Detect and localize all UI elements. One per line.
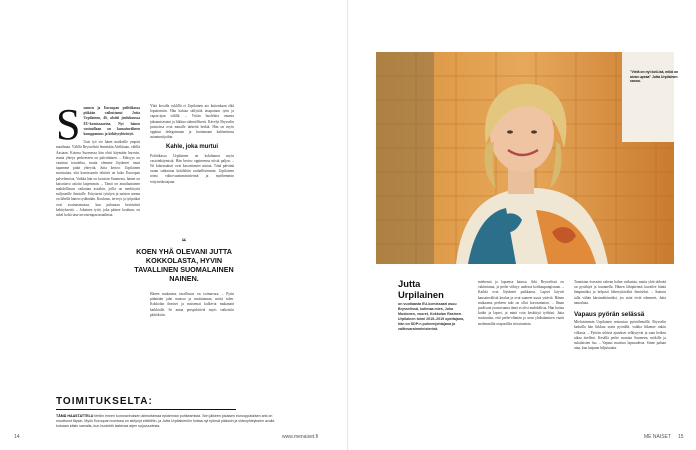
pull-quote <box>128 238 240 283</box>
subject-name: Jutta Urpilainen <box>398 278 444 300</box>
article-column-3 <box>478 280 564 430</box>
article-body-4b: Mieluisimmin Urpilainen rentoutuu pyöräilemällä. Brysselin kaduilla hän liikkuu usein pyörällä, vaikka liikenne onkin vilkasta. – Pyörän selässä ajatukset selkiytyvät ja saan hetken aikaa itselleni. Kesällä perhe suuntaa Suomeen, mökille ja sukulaisten luo. – Vapaus muistuu lapsuudesta. Sinne palaan aina, kun kaipaan hiljaisuutta. <box>574 320 666 351</box>
article-body-3: miehensä ja lapsensa kanssa. Arki Brysselissä on vakiintunut, ja perhe viihtyy uudessa kotikaupungissaan. – Kaikki ovat löytäneet paikkansa. Lapset käyvät kansainvälistä koulua ja ovat saaneet uusia ystäviä. Hänen mukaansa perheen tuki on ollut korvaamaton. – Ilman puolisoni joustavuutta tämä ei olisi mahdollista. Hän hoitaa kodin ja lapset, ja minä voin keskittyä työhöni. Jutta muistuttaa, että perhe-elämän ja uran yhdistäminen vaatii molemmilta osapuolilta sitoutumista. <box>478 280 564 326</box>
page-number-right: 15 <box>678 434 684 440</box>
section-subhead-right: Vapaus pyörän selässä <box>574 311 645 319</box>
subject-bio: on vuotiaasta EU-komissaari asuu Brysselissä, kotimaa mies, Juha Mustonen, vuoret, Kokkolan Rasinen. Urpilainen toimi 2015–2019 opettajana, hän on SDP:n puheenjohtajana ja valtiovarainministerinä. <box>398 302 465 331</box>
sidebar-note <box>56 414 276 429</box>
sidebar-lead: TÄMÄ HAASTATTELU <box>56 414 94 418</box>
article-body-2a: Yhtä kovalla syklillä ei Urpilainen aio kuitenkaan elää loputtomiin. Hän haluaa säilyttää tasapainon työn ja vapaa-ajan välillä. – Yritän huolehtia omasta jaksamisestani ja liikkua säännöllisesti. Kävelyt Brysselin puistoissa ovat minulle tärkeitä hetkiä. Hän on myös oppinut delegoimaan ja luottamaan kabinettinsa asiantuntijoihin. <box>150 104 234 140</box>
brand-footer: ME NAISET <box>644 434 671 440</box>
drop-cap: S <box>56 106 81 149</box>
website-footer: www.menaiset.fi <box>282 434 319 440</box>
article-body-2c: Hänen mukaansa tavallisuus on voimavara. – Pyrin pitämään jalat maassa ja muistamaan, mistä tulen. Kokkolan ihmiset ja maisemat kulkevat mukanani kaikkialle. Se antaa perspektiiviä myös vaikeisiin päätöksiin. <box>150 292 234 317</box>
article-body-1: Uusi työ vie hänet matkoille ympäri maailmaa. Välillä Brysselistä lennetään Afrikkaan, välillä Aasiaan. Kotona Suomessa hän ehtii käymään harvoin, mutta yhteys perheeseen on päivittäinen. – Etäisyys on vaatinut totuttelua, mutta olemme löytäneet omat tapamme pitää yhteyttä, Jutta kertoo. Urpilainen muistuttaa, että komissaarin tehtävä on koko Euroopan palvelemista. Vaikka hän on kotoisin Suomesta, hänen on katsottava asioita laajemmin. – Tämä on ainutlaatuinen mahdollisuus vaikuttaa asioihin, joilla on merkitystä miljoonille ihmisille. Erityisesti tyttöjen ja naisten asema on lähellä hänen sydäntään. Koulutus, terveys ja työpaikat ovat avainasemassa, kun puhutaan kestävästä kehityksestä. – Jokainen tyttö, joka pääsee kouluun, on askel kohti tasa-arvoisempaa maailmaa. <box>56 140 140 218</box>
article-column-2-top <box>150 104 234 224</box>
section-subhead: Kahle, joka murtui <box>165 144 218 151</box>
article-column-2-bottom <box>150 292 234 388</box>
portrait-photo <box>376 52 674 264</box>
pull-quote-text: KOEN YHÄ OLEVANI JUTTA KOKKOLASTA, HYVIN TAVALLINEN SUOMALAINEN NAINEN. <box>134 247 234 283</box>
portrait-illustration <box>376 52 674 264</box>
sidebar-body: tehtiin ennen koronaviruksen aiheuttamaa epidemian puhkeamista. Sen jälkeen jokaisen eurooppalaisen arki on muuttunut täysin. Myös Euroopan komissa on siirtynyt etätöihin, ja Jutta Urpilainenkin hoitaa nyt työnsä pääosin ja videoyhteyksien avulla kotoaan käsin samalla, kun huolehtii lastensa arjen sujuvuudesta. <box>56 414 275 428</box>
sidebar-heading: TOIMITUKSELTA: <box>56 396 236 410</box>
photo-caption <box>630 70 680 84</box>
article-column-4 <box>574 280 666 430</box>
article-body-4a: Tunnistan itsessäni vahvan halun vaikuttaa, mutta yhtä tärkeää on pysähtyä ja kuunnella. Hänen lähipiirinsä kuvailee häntä lämpimäksi ja helposti lähestyttäväksi ihmiseksi. – Saatoin tulla vähän kärsimättömäksi, jos asiat eivät edenneet, Jutta naurahtaa. <box>574 280 666 305</box>
photo-caption-quote: "Vielä on nyt koti-isä, mikä on aivan upeaa" <box>630 70 679 79</box>
article-body-2b: Politiikassa Urpilainen on kohdannut myös vastoinkäymisiä. Hän kertoo oppineensa niistä paljon. – Ne kokemukset ovat kasvattaneet minua. Tänä päivänä osaan suhtautua kritiikkiin rauhallisemmin. Urpilainen toimi valtiovarainministerinä ja myöhemmin erityisedustajana. <box>150 153 234 184</box>
article-intro: uomen ja Euroopan politiikassa pitkään vaikuttanut Jutta Urpilainen, 46, aloitti joulukuussa EU-komissaarina. Nyt hänen vastuullaan on kansainvälinen kumppanuus ja kehitysyhteistyö. <box>83 106 140 137</box>
photo-caption-attribution: Jutta Urpilainen sanoo. <box>630 74 678 84</box>
quote-mark-icon: “ <box>181 237 187 247</box>
page-number-left: 14 <box>14 434 20 440</box>
